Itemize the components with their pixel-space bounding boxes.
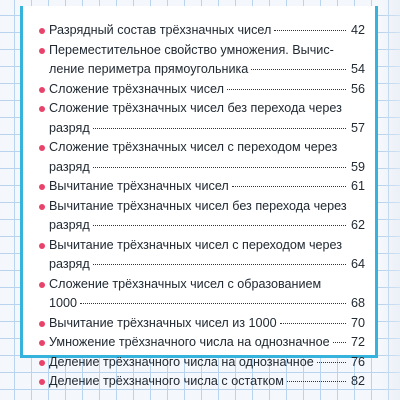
toc-title-line: Сложение трёхзначных чисел с образованием [49,276,322,291]
toc-title: разряд [49,257,90,271]
toc-title: 1000 [49,296,78,310]
toc-page-number: 54 [350,62,365,76]
toc-page-number: 42 [350,23,365,37]
bullet-icon [39,243,45,249]
toc-title-line: Сложение трёхзначных чисел с переходом через [49,140,338,154]
toc-item [39,80,365,100]
toc-item [39,314,365,334]
toc-page-number: 64 [350,257,365,271]
bullet-icon [39,360,45,366]
toc-title: Умножение трёхзначного числа на однозначное [49,335,330,349]
leader-dots [333,342,346,343]
toc-item [39,275,365,314]
toc-item [39,236,365,275]
toc-item [39,333,365,353]
bullet-icon [39,204,45,210]
toc-title: Вычитание трёхзначных чисел [49,179,229,193]
toc-title: Сложение трёхзначных чисел [49,81,224,96]
leader-dots [93,167,346,168]
toc-row [49,80,365,100]
toc-page-number: 82 [350,374,365,388]
toc-item [39,372,365,392]
toc-page-number: 72 [350,335,365,349]
leader-dots [232,186,346,187]
leader-dots [227,89,346,90]
bullet-icon [39,87,45,93]
bullet-icon [39,379,45,385]
toc-page-number: 76 [350,354,365,369]
leader-dots [287,381,346,382]
toc-item [39,353,365,373]
toc-page-number: 56 [350,81,365,96]
toc-row [49,21,365,41]
toc-page-number: 70 [350,315,365,330]
page-edge-shadow [382,0,400,400]
toc-page-number: 57 [350,120,365,135]
toc-page-number: 61 [350,179,365,193]
leader-dots [274,30,346,31]
toc-list [23,6,375,392]
leader-dots [280,323,346,324]
toc-item [39,138,365,177]
toc-title-line: Вычитание трёхзначных чисел без перехода через [49,198,347,213]
bullet-icon [39,48,45,54]
toc-row [49,255,365,275]
toc-item [39,21,365,41]
toc-title: ление периметра прямоугольника [49,62,249,76]
leader-dots [251,69,346,70]
toc-title: Деление трёхзначного числа на однозначное [49,354,314,369]
toc-row [49,294,365,314]
toc-row [49,314,365,334]
toc-title: Деление трёхзначного числа с остатком [49,374,284,388]
toc-page-number: 68 [350,296,365,310]
leader-dots [317,362,346,363]
toc-title: разряд [49,218,90,232]
leader-dots [93,128,346,129]
toc-title: разряд [49,120,90,135]
toc-row [49,158,365,178]
toc-page-number: 62 [350,218,365,232]
leader-dots [80,303,346,304]
toc-panel [20,6,378,388]
toc-title: Разрядный состав трёхзначных чисел [49,23,272,37]
toc-row [49,177,365,197]
toc-row [49,353,365,373]
toc-item [39,99,365,138]
toc-row [49,216,365,236]
toc-row [49,333,365,353]
toc-title: Вычитание трёхзначных чисел из 1000 [49,315,277,330]
toc-row [49,372,365,392]
toc-title-line: Переместительное свойство умножения. Вычис- [49,42,334,57]
toc-title-line: Сложение трёхзначных чисел без перехода через [49,101,342,115]
toc-item [39,197,365,236]
bullet-icon [39,282,45,288]
toc-page-number: 59 [350,159,365,174]
bullet-icon [39,184,45,190]
toc-row [49,119,365,139]
bullet-icon [39,340,45,346]
bullet-icon [39,106,45,112]
leader-dots [93,225,346,226]
bullet-icon [39,145,45,151]
bullet-icon [39,28,45,34]
bullet-icon [39,321,45,327]
toc-title: разряд [49,159,90,174]
toc-item [39,177,365,197]
toc-item [39,41,365,80]
toc-title-line: Вычитание трёхзначных чисел с переходом через [49,237,343,252]
leader-dots [93,264,346,265]
toc-row [49,60,365,80]
